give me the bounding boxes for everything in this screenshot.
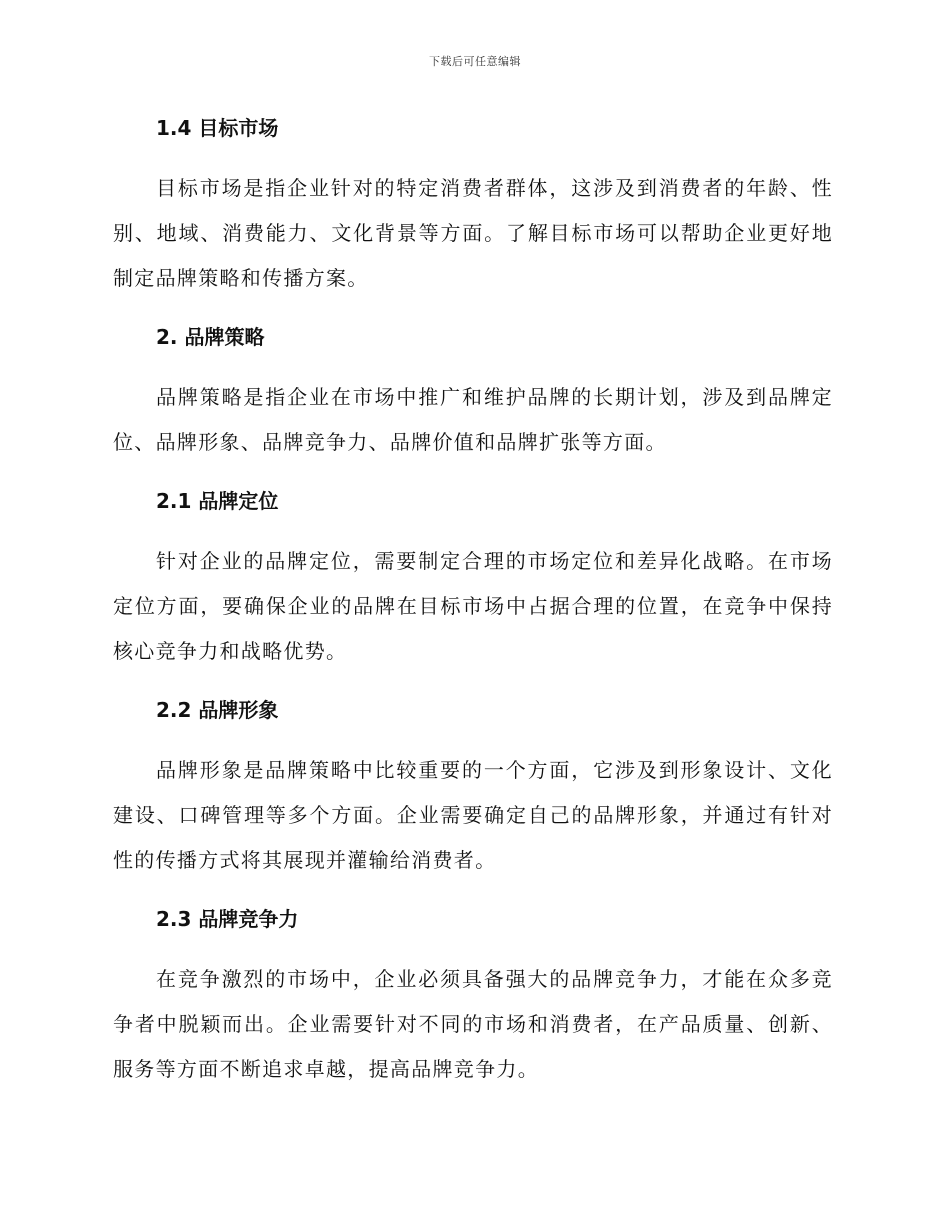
section [113,110,833,319]
section-paragraph: 目标市场是指企业针对的特定消费者群体，这涉及到消费者的年龄、性别、地域、消费能力、文化背景等方面。了解目标市场可以帮助企业更好地制定品牌策略和传播方案。 [113,176,833,290]
section-heading: 2.1 品牌定位 [156,489,279,513]
section-heading: 2.3 品牌竞争力 [156,907,299,931]
section-paragraph: 在竞争激烈的市场中，企业必须具备强大的品牌竞争力，才能在众多竞争者中脱颖而出。企业需要针对不同的市场和消费者，在产品质量、创新、服务等方面不断追求卓越，提高品牌竞争力。 [113,967,833,1081]
section-heading: 2.2 品牌形象 [156,698,279,722]
document-body [113,110,833,1092]
section-paragraph: 品牌策略是指企业在市场中推广和维护品牌的长期计划，涉及到品牌定位、品牌形象、品牌竞争力、品牌价值和品牌扩张等方面。 [113,385,833,454]
section-paragraph: 品牌形象是品牌策略中比较重要的一个方面，它涉及到形象设计、文化建设、口碑管理等多个方面。企业需要确定自己的品牌形象，并通过有针对性的传播方式将其展现并灌输给消费者。 [113,758,833,872]
section-paragraph: 针对企业的品牌定位，需要制定合理的市场定位和差异化战略。在市场定位方面，要确保企业的品牌在目标市场中占据合理的位置，在竞争中保持核心竞争力和战略优势。 [113,549,833,663]
header-note: 下载后可任意编辑 [429,55,521,68]
section-heading: 1.4 目标市场 [156,116,279,140]
section [113,319,833,483]
section-heading: 2. 品牌策略 [156,325,265,349]
section [113,692,833,901]
section [113,483,833,692]
section [113,901,833,1092]
